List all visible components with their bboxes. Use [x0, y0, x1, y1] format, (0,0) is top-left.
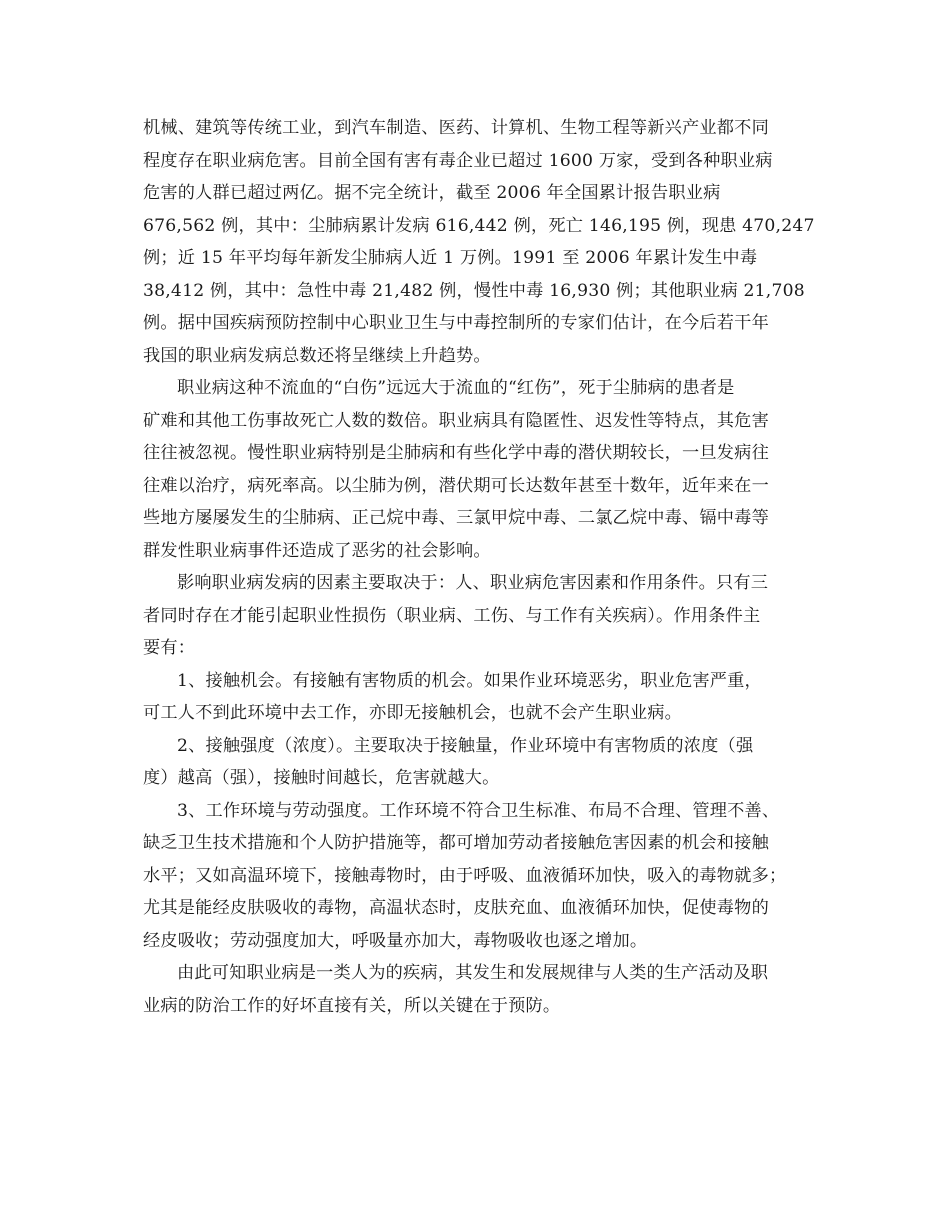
- text-line: 例。据中国疾病预防控制中心职业卫生与中毒控制所的专家们估计，在今后若干年: [143, 313, 769, 333]
- text-line: 可工人不到此环境中去工作，亦即无接触机会，也就不会产生职业病。: [143, 703, 683, 723]
- text-line: 度）越高（强），接触时间越长，危害就越大。: [143, 768, 500, 788]
- text-line: 我国的职业病发病总数还将呈继续上升趋势。: [143, 345, 491, 366]
- text-line: 676,562 例，其中：尘肺病累计发病 616,442 例，死亡 146,195 例，现患 470,247: [143, 215, 815, 236]
- text-line: 1、接触机会。有接触有害物质的机会。如果作业环境恶劣，职业危害严重，: [177, 670, 762, 691]
- text-line: 者同时存在才能引起职业性损伤（职业病、工伤、与工作有关疾病）。作用条件主: [143, 605, 761, 626]
- text-line: 些地方屡屡发生的尘肺病、正己烷中毒、三氯甲烷中毒、二氯乙烷中毒、镉中毒等: [143, 508, 769, 528]
- text-line: 危害的人群已超过两亿。据不完全统计，截至 2006 年全国累计报告职业病: [143, 183, 721, 203]
- text-line: 2、接触强度（浓度）。主要取决于接触量，作业环境中有害物质的浓度（强: [177, 735, 754, 756]
- text-line: 水平；又如高温环境下，接触毒物时，由于呼吸、血液循环加快，吸入的毒物就多；: [143, 865, 787, 886]
- document-body: [143, 112, 813, 1022]
- text-line: 尤其是能经皮肤吸收的毒物，高温状态时，皮肤充血、血液循环加快，促使毒物的: [143, 898, 769, 918]
- list-item-work-environment: [143, 795, 813, 958]
- text-line: 矿难和其他工伤事故死亡人数的数倍。职业病具有隐匿性、迟发性等特点，其危害: [143, 410, 769, 431]
- text-line: 往往被忽视。慢性职业病特别是尘肺病和有些化学中毒的潜伏期较长，一旦发病往: [143, 443, 769, 463]
- paragraph-conclusion: [143, 957, 813, 1022]
- text-line: 业病的防治工作的好坏直接有关，所以关键在于预防。: [143, 995, 561, 1016]
- paragraph-influencing-factors: [143, 567, 813, 665]
- paragraph-white-injury: [143, 372, 813, 567]
- text-line: 职业病这种不流血的“白伤”远远大于流血的“红伤”，死于尘肺病的患者是: [177, 378, 735, 398]
- text-line: 缺乏卫生技术措施和个人防护措施等，都可增加劳动者接触危害因素的机会和接触: [143, 833, 769, 853]
- text-line: 例；近 15 年平均每年新发尘肺病人近 1 万例。1991 至 2006 年累计发生中毒: [143, 248, 758, 268]
- text-line: 经皮吸收；劳动强度加大，呼吸量亦加大，毒物吸收也逐之增加。: [143, 930, 648, 951]
- text-line: 程度存在职业病危害。目前全国有害有毒企业已超过 1600 万家，受到各种职业病: [143, 150, 773, 171]
- text-line: 影响职业病发病的因素主要取决于：人、职业病危害因素和作用条件。只有三: [177, 573, 769, 593]
- list-item-exposure-opportunity: [143, 665, 813, 730]
- list-item-exposure-intensity: [143, 730, 813, 795]
- paragraph-occupational-hazard-statistics: [143, 112, 813, 372]
- text-line: 往难以治疗，病死率高。以尘肺为例，潜伏期可长达数年甚至十数年，近年来在一: [143, 475, 769, 496]
- text-line: 要有：: [143, 638, 196, 658]
- text-line: 机械、建筑等传统工业，到汽车制造、医药、计算机、生物工程等新兴产业都不同: [143, 118, 769, 138]
- text-line: 群发性职业病事件还造成了恶劣的社会影响。: [143, 540, 491, 561]
- text-line: 3、工作环境与劳动强度。工作环境不符合卫生标准、布局不合理、管理不善、: [177, 800, 780, 821]
- text-line: 38,412 例，其中：急性中毒 21,482 例，慢性中毒 16,930 例；其他职业病 21,708: [143, 280, 805, 301]
- text-line: 由此可知职业病是一类人为的疾病，其发生和发展规律与人类的生产活动及职: [177, 963, 769, 983]
